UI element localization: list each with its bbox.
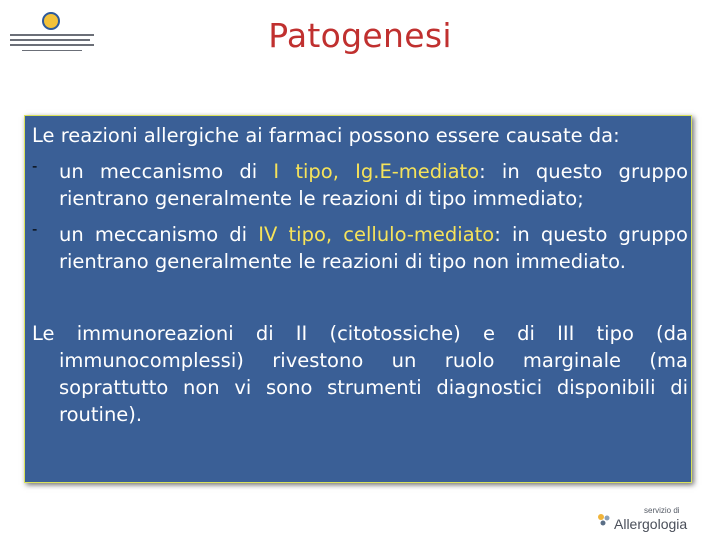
intro-text: Le reazioni allergiche ai farmaci possono essere causate da: [32,124,620,147]
item-text-rest: : in questo gruppo rientrano generalmente le reazioni di tipo non immediato. [59,223,688,273]
paragraph-continuation: immunocomplessi) rivestono un ruolo marginale (ma soprattutto non vi sono strumenti diagnostici disponibili di routine). [59,349,688,426]
bullet-dash: - [32,221,38,238]
logo-small-text: servizio di [644,506,680,515]
paragraph-first-line: Le immunoreazioni di II (citotossiche) e di III tipo (da [32,322,688,345]
slide-title: Patogenesi [268,16,452,55]
item-text: un meccanismo di [59,223,259,246]
list-item [32,158,688,212]
item-highlight: IV tipo, cellulo-mediato [258,223,495,246]
item-text-rest: : in questo gruppo rientrano generalmente le reazioni di tipo immediato; [59,160,688,210]
list-item [32,221,688,275]
item-highlight: I tipo, Ig.E-mediato [273,160,480,183]
second-paragraph [32,320,688,428]
logo-big-text: Allergologia [614,516,688,532]
item-text: un meccanismo di [59,160,274,183]
bullet-dash: - [32,158,38,175]
dots-icon [596,512,612,528]
allergologia-logo [596,508,692,532]
